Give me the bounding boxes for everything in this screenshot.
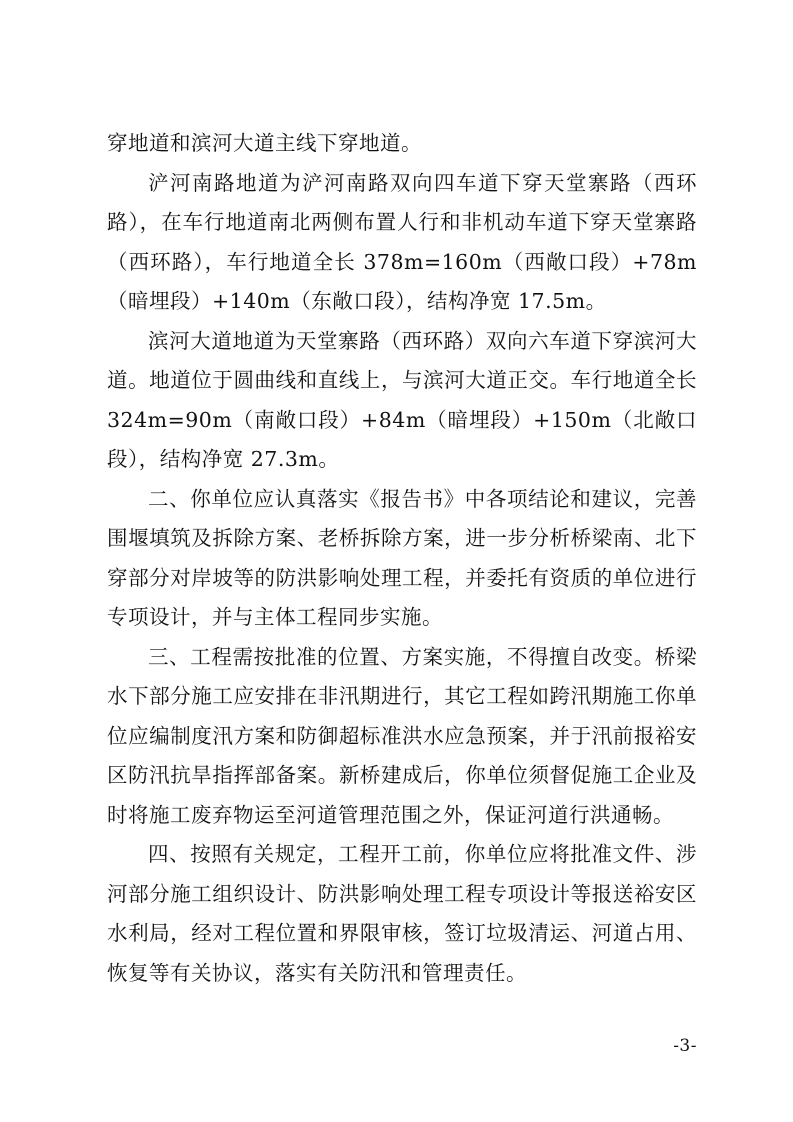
paragraph-item-three: 三、工程需按批准的位置、方案实施，不得擅自改变。桥梁水下部分施工应安排在非汛期进行，其它工程如跨汛期施工你单位应编制度汛方案和防御超标准洪水应急预案，并于汛前报裕安区防汛抗旱指挥部备案。新桥建成后，你单位须督促施工企业及时将施工废弃物运至河道管理范围之外，保证河道行洪通畅。: [107, 644, 697, 827]
paragraph-chanhe-road-tunnel: 浐河南路地道为浐河南路双向四车道下穿天堂寨路（西环路），在车行地道南北两侧布置人行和非机动车道下穿天堂寨路（西环路），车行地道全长 378m=160m（西敞口段）+78m（暗埋段）+140m（东敞口段），结构净宽 17.5m。: [107, 170, 697, 313]
paragraph-item-two: 二、你单位应认真落实《报告书》中各项结论和建议，完善围堰填筑及拆除方案、老桥拆除方案，进一步分析桥梁南、北下穿部分对岸坡等的防洪影响处理工程，并委托有资质的单位进行专项设计，并与主体工程同步实施。: [107, 486, 697, 629]
paragraph-continuation: 穿地道和滨河大道主线下穿地道。: [107, 131, 422, 155]
paragraph-item-four: 四、按照有关规定，工程开工前，你单位应将批准文件、涉河部分施工组织设计、防洪影响处理工程专项设计等报送裕安区水利局，经对工程位置和界限审核，签订垃圾清运、河道占用、恢复等有关协议，落实有关防汛和管理责任。: [107, 842, 697, 985]
document-body: [107, 124, 697, 993]
page-number: -3-: [673, 1036, 697, 1056]
paragraph-binhe-avenue-tunnel: 滨河大道地道为天堂寨路（西环路）双向六车道下穿滨河大道。地道位于圆曲线和直线上，与滨河大道正交。车行地道全长 324m=90m（南敞口段）+84m（暗埋段）+150m（北敞口段），结构净宽 27.3m。: [107, 328, 697, 471]
